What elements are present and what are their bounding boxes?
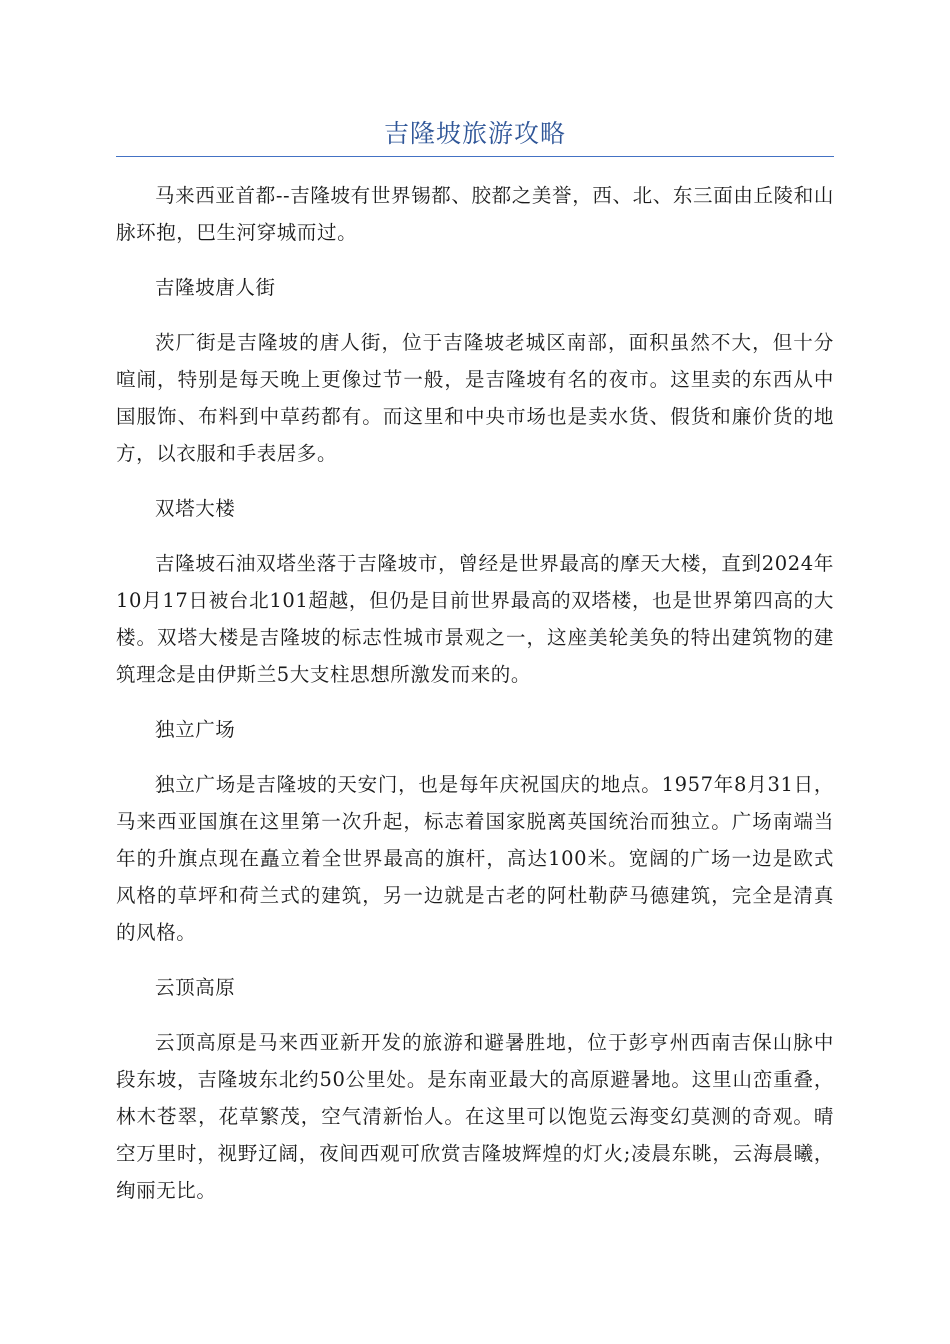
section-heading-independence-square: 独立广场 [155,718,236,741]
section-text-chinatown: 茨厂街是吉隆坡的唐人街，位于吉隆坡老城区南部，面积虽然不大，但十分喧闹，特别是每天晚上更像过节一般，是吉隆坡有名的夜市。这里卖的东西从中国服饰、布料到中草药都有。而这里和中央市场也是卖水货、假货和廉价货的地方，以衣服和手表居多。 [116,331,834,465]
title-underline [116,156,834,157]
section-text-twin-towers: 吉隆坡石油双塔坐落于吉隆坡市，曾经是世界最高的摩天大楼，直到2024年10月17日被台北101超越，但仍是目前世界最高的双塔楼，也是世界第四高的大楼。双塔大楼是吉隆坡的标志性城市景观之一，这座美轮美奂的特出建筑物的建筑理念是由伊斯兰5大支柱思想所激发而来的。 [116,552,834,686]
section-heading-genting-highlands: 云顶高原 [155,976,236,999]
section-heading-twin-towers: 双塔大楼 [155,497,236,520]
section-text-independence-square: 独立广场是吉隆坡的天安门，也是每年庆祝国庆的地点。1957年8月31日，马来西亚国旗在这里第一次升起，标志着国家脱离英国统治而独立。广场南端当年的升旗点现在矗立着全世界最高的旗杆，高达100米。宽阔的广场一边是欧式风格的草坪和荷兰式的建筑，另一边就是古老的阿杜勒萨马德建筑，完全是清真的风格。 [116,773,834,944]
section-heading-chinatown: 吉隆坡唐人街 [155,276,276,299]
section-text-genting-highlands: 云顶高原是马来西亚新开发的旅游和避暑胜地，位于彭亨州西南吉保山脉中段东坡，吉隆坡东北约50公里处。是东南亚最大的高原避暑地。这里山峦重叠，林木苍翠，花草繁茂，空气清新怡人。在这里可以饱览云海变幻莫测的奇观。晴空万里时，视野辽阔，夜间西观可欣赏吉隆坡辉煌的灯火;凌晨东眺，云海晨曦，绚丽无比。 [116,1031,834,1202]
document-page [116,0,834,1209]
intro-paragraph: 马来西亚首都--吉隆坡有世界锡都、胶都之美誉，西、北、东三面由丘陵和山脉环抱，巴生河穿城而过。 [116,184,834,244]
document-title: 吉隆坡旅游攻略 [383,119,566,148]
document-body [116,177,834,1209]
